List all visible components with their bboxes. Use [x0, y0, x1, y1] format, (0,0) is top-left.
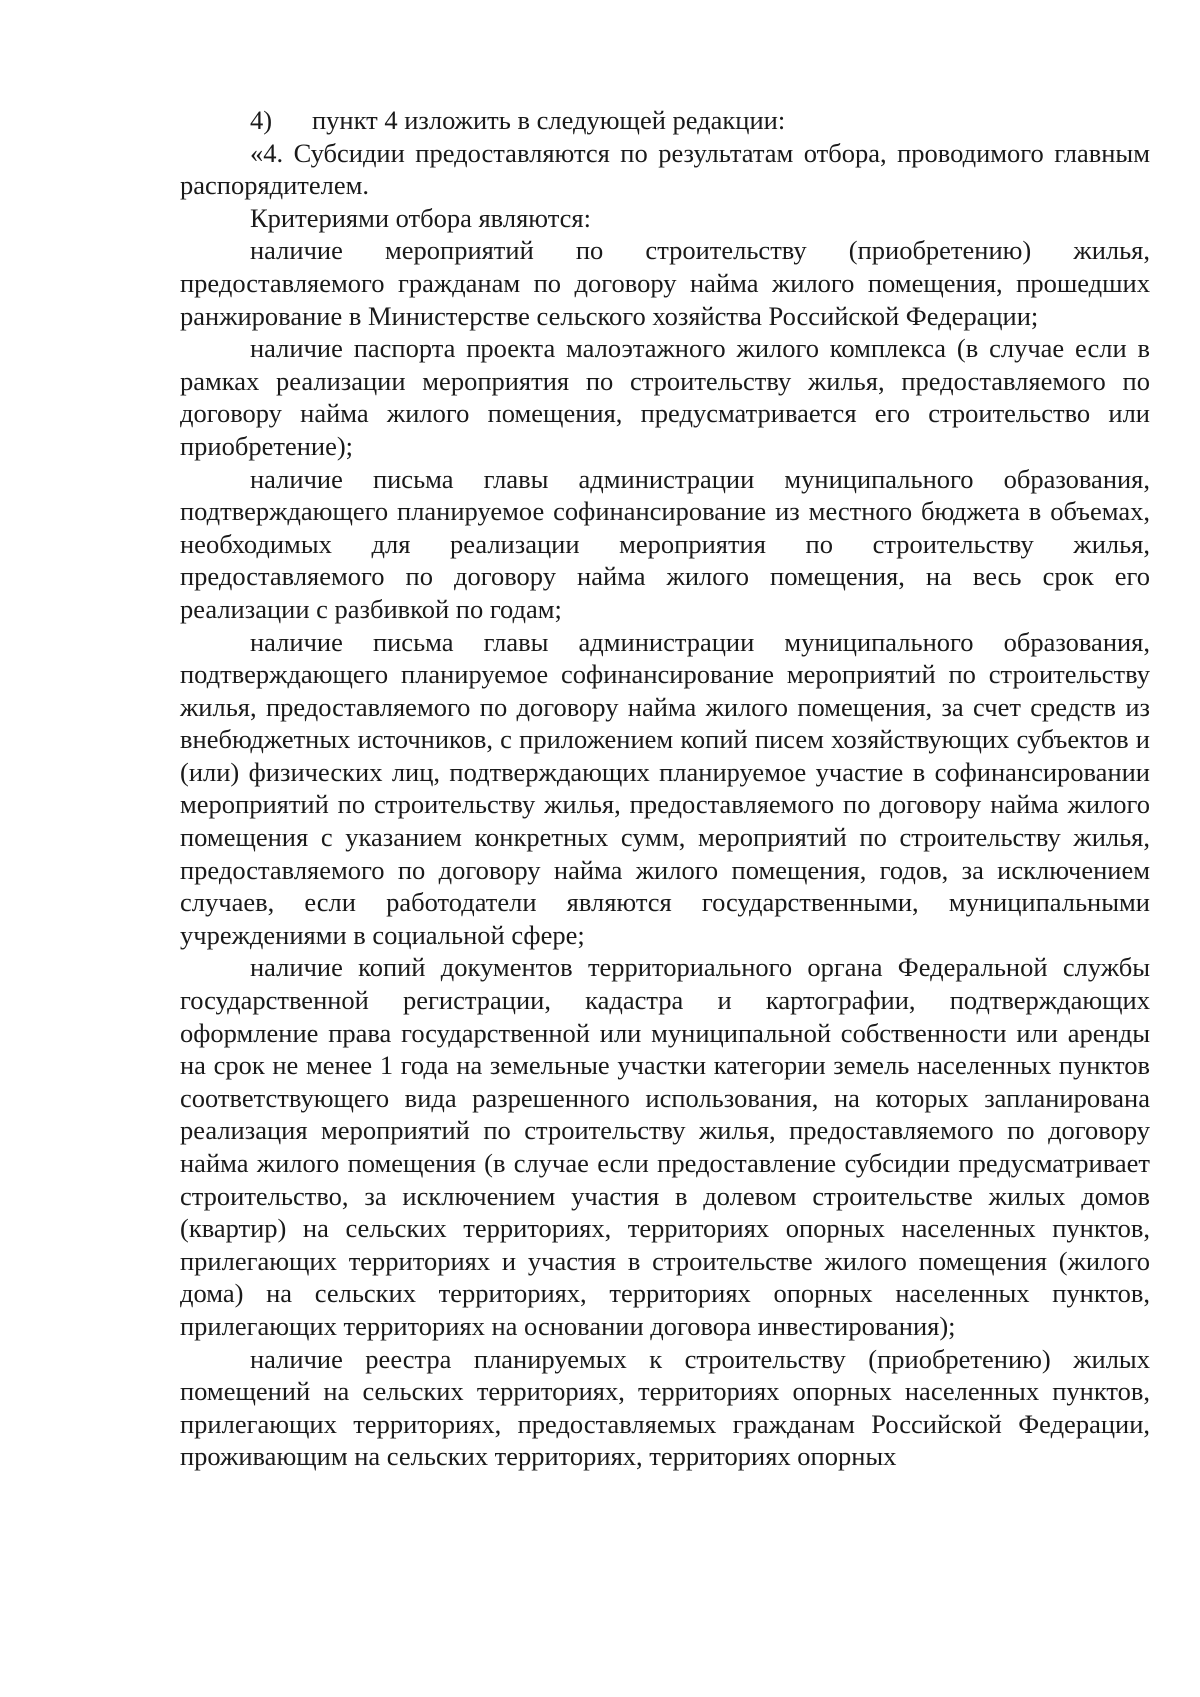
list-item — [180, 104, 1150, 137]
document-body — [180, 104, 1150, 1473]
paragraph-2: Критериями отбора являются: — [250, 202, 591, 233]
paragraph-4: наличие паспорта проекта малоэтажного жилого комплекса (в случае если в рамках реализации мероприятия по строительству жилья, предоставляемого по договору найма жилого помещения, предусматривается его строительство или приобретение); — [180, 333, 1150, 461]
list-item-number: 4) — [250, 105, 273, 135]
paragraph-7: наличие копий документов территориального органа Федеральной службы государственной регистрации, кадастра и картографии, подтверждающих оформление права государственной или муниципальной собственности или аренды на срок не менее 1 года на земельные участки категории земель населенных пунктов соответствующего вида разрешенного использования, на которых запланирована реализация мероприятий по строительству жилья, предоставляемого по договору найма жилого помещения (в случае если предоставление субсидии предусматривает строительство, за исключением участия в долевом строительстве жилых домов (квартир) на сельских территориях, территориях опорных населенных пунктов, прилегающих территориях и участия в строительстве жилого помещения (жилого дома) на сельских территориях, территориях опорных населенных пунктов, прилегающих территориях на основании договора инвестирования); — [180, 952, 1150, 1341]
list-item-text: пункт 4 изложить в следующей редакции: — [312, 105, 786, 135]
paragraph-6: наличие письма главы администрации муниципального образования, подтверждающего планируемое софинансирование мероприятий по строительству жилья, предоставляемого по договору найма жилого помещения, за счет средств из внебюджетных источников, с приложением копий писем хозяйствующих субъектов и (или) физических лиц, подтверждающих планируемое участие в софинансировании мероприятий по строительству жилья, предоставляемого по договору найма жилого помещения с указанием конкретных сумм, мероприятий по строительству жилья, предоставляемого по договору найма жилого помещения, годов, за исключением случаев, если работодатели являются государственными, муниципальными учреждениями в социальной сфере; — [180, 626, 1150, 950]
paragraph-1: «4. Субсидии предоставляются по результатам отбора, проводимого главным распорядителем. — [180, 137, 1150, 201]
paragraph-5: наличие письма главы администрации муниципального образования, подтверждающего планируемое софинансирование из местного бюджета в объемах, необходимых для реализации мероприятия по строительству жилья, предоставляемого по договору найма жилого помещения, на весь срок его реализации с разбивкой по годам; — [180, 463, 1150, 624]
paragraph-3: наличие мероприятий по строительству (приобретению) жилья, предоставляемого гражданам по договору найма жилого помещения, прошедших ранжирование в Министерстве сельского хозяйства Российской Федерации; — [180, 235, 1150, 331]
paragraph-8: наличие реестра планируемых к строительству (приобретению) жилых помещений на сельских территориях, территориях опорных населенных пунктов, прилегающих территориях, предоставляемых гражданам Российской Федерации, проживающим на сельских территориях, территориях опорных — [180, 1343, 1150, 1472]
